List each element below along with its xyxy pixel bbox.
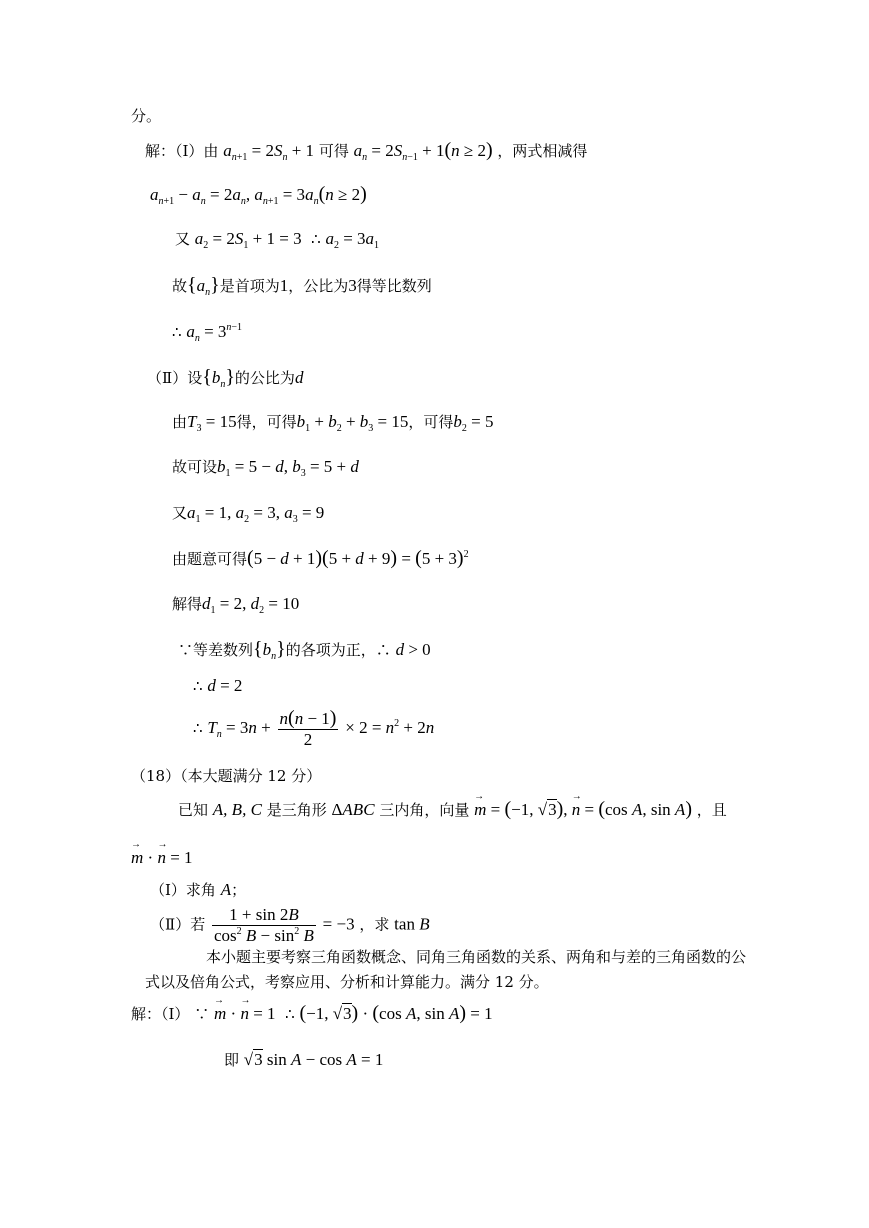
text-line: 分。: [131, 107, 162, 125]
text-line: 故$\{a_n\}$是首项为1，公比为3得等比数列: [172, 274, 432, 298]
formula-line: → m · → n = 1: [131, 848, 193, 868]
solution-line: 解：（Ⅰ）由 $a_{n+1} = 2S_n + 1$ 可得 $a_n = 2S_{n-1} + 1(n \ge 2)$ ，两式相减得: [145, 139, 588, 163]
text-line: 式以及倍角公式，考察应用、分析和计算能力。满分 12 分。: [145, 973, 549, 991]
text-line: 解得$d_1 = 2$, $d_2 = 10$: [172, 594, 300, 616]
solution-line: 解：（Ⅰ） ∵ → m · → n = 1 ∴ (−1, √3) · (cos A, sin A) = 1: [131, 1003, 493, 1024]
formula-line: ∴ $T_n = 3n$ + $\frac{n(n - 1)}{2}$ × $2 = n^2 + 2n$: [193, 707, 435, 749]
section-heading: （18）（本大题满分 12 分）: [131, 767, 322, 785]
text-line: ∵等差数列$\{b_n\}$的各项为正，∴ d > 0: [178, 638, 431, 662]
text-line: 由$T_3 = 15$得，可得$b_1 + b_2 + b_3 = 15$，可得$b_2 = 5$: [172, 412, 494, 434]
question-1: （Ⅰ）求角 A；: [150, 880, 247, 899]
text-line: 故可设$b_1 = 5 - d$, $b_3 = 5 + d$: [172, 457, 359, 479]
formula-line: ∴ $a_n = 3^{n-1}$: [172, 322, 243, 344]
problem-statement: 已知 A, B, C 是三角形 ΔABC 三内角，向量 → m = (−1, √3), → n = (cos A, sin A) ，且: [178, 799, 727, 820]
formula-line: 即 √3 sin A − cos A = 1: [224, 1050, 384, 1069]
question-2: （Ⅱ）若 $\frac{1 + \sin 2B}{\cos^2 B - \sin^2 B}$ = −3 ，求 tan B: [150, 905, 430, 945]
text-line: 又$a_1 = 1$, $a_2 = 3$, $a_3 = 9$: [172, 503, 325, 525]
text-line: （Ⅱ）设$\{b_n\}$的公比为d: [147, 366, 304, 390]
formula-line: ∴ d = 2: [193, 676, 243, 695]
text-line: 本小题主要考察三角函数概念、同角三角函数的关系、两角和与差的三角函数的公: [206, 948, 747, 966]
text-line: 由题意可得$(5 - d + 1)(5 + d + 9) = (5 + 3)^2$: [172, 547, 469, 569]
formula-line: 又 $a_2 = 2S_1 + 1 = 3$ ∴ $a_2 = 3a_1$: [175, 229, 380, 251]
formula-line: $a_{n+1} - a_n = 2a_n$, $a_{n+1} = 3a_n(n \ge 2)$: [150, 183, 367, 207]
